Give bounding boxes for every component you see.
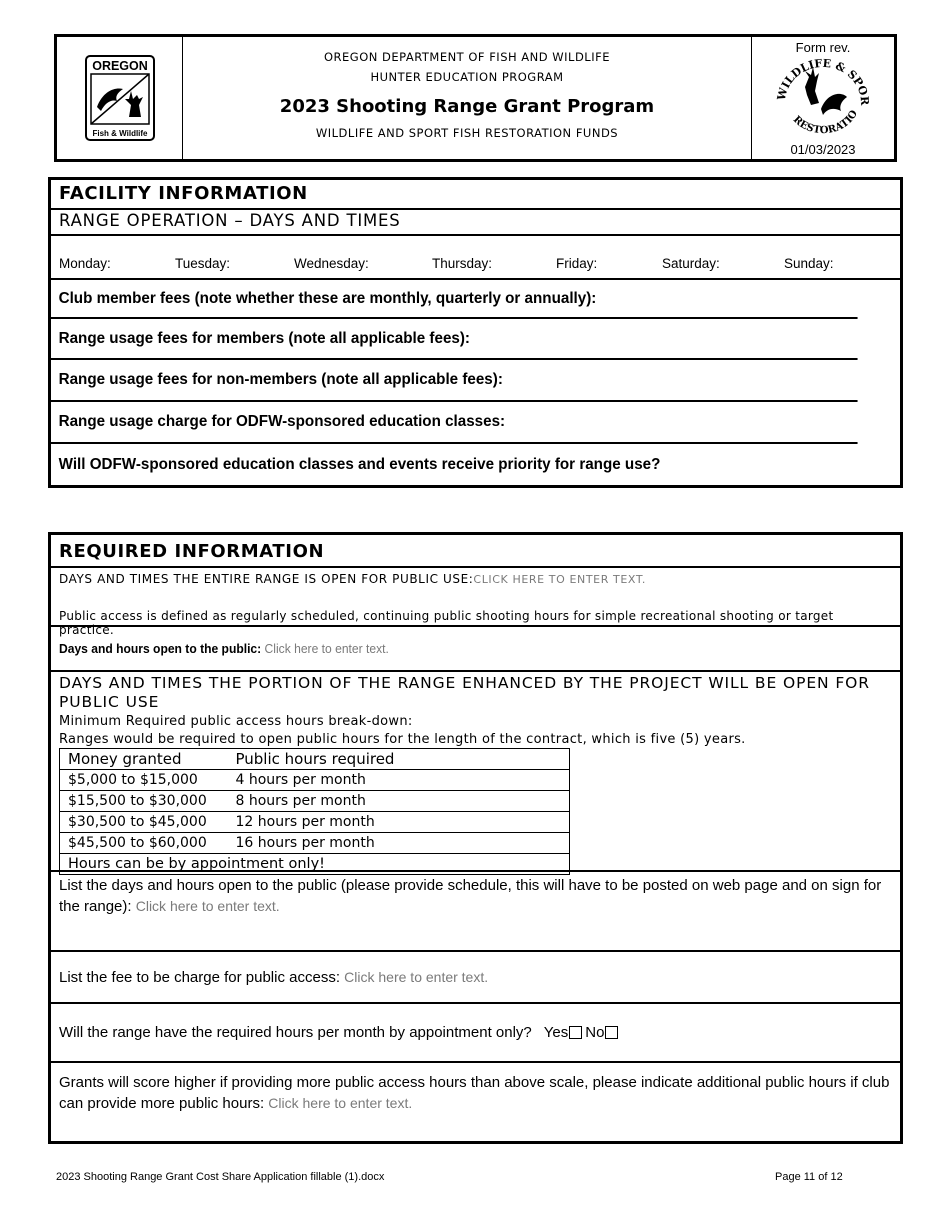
page-title: 2023 Shooting Range Grant Program [279, 96, 655, 117]
facility-section-title: FACILITY INFORMATION [51, 180, 900, 210]
appointment-question: Will the range have the required hours per month by appointment only? [59, 1024, 532, 1041]
funds-line: WILDLIFE AND SPORT FISH RESTORATION FUNDS [315, 126, 619, 140]
no-label: No [585, 1024, 605, 1041]
money-cell: $45,500 to $60,000 [60, 833, 228, 854]
form-rev-label: Form rev. [795, 40, 851, 55]
odfw-class-charge-field[interactable] [51, 402, 858, 444]
fish-seal-icon [821, 94, 847, 115]
money-cell: $15,500 to $30,000 [60, 791, 228, 812]
form-header [54, 34, 897, 162]
public-access-definition: Public access is defined as regularly scheduled, continuing public shooting hours for simple recreational shooting or target practice. [59, 609, 834, 637]
club-fees-field[interactable] [51, 280, 858, 319]
days-hours-input[interactable]: Click here to enter text. [264, 641, 389, 656]
no-checkbox[interactable] [605, 1026, 618, 1039]
buck-icon [805, 67, 819, 105]
nonmember-usage-label: Range usage fees for non-members (note all applicable fees): [58, 371, 503, 388]
days-hours-row [51, 627, 900, 672]
club-fees-label: Club member fees (note whether these are monthly, quarterly or annually): [58, 289, 597, 307]
yes-checkbox[interactable] [569, 1026, 582, 1039]
odfw-priority-field[interactable] [51, 444, 858, 485]
member-usage-fees-field[interactable] [51, 319, 858, 360]
required-information-section [48, 532, 903, 1144]
day-tuesday: Tuesday: [175, 256, 231, 271]
member-usage-label: Range usage fees for members (note all applicable fees): [58, 329, 470, 347]
hours-cell: 16 hours per month [228, 833, 570, 854]
required-section-title: REQUIRED INFORMATION [51, 535, 900, 568]
logo-bottom-text: Fish & Wildlife [91, 129, 148, 138]
range-operation-subtitle: RANGE OPERATION – DAYS AND TIMES [51, 210, 900, 236]
day-sunday: Sunday: [784, 256, 834, 271]
money-cell: $30,500 to $45,000 [60, 812, 228, 833]
footer-filename: 2023 Shooting Range Grant Cost Share Application fillable (1).docx [56, 1171, 385, 1183]
grants-row [51, 1063, 900, 1141]
grants-label: Grants will score higher if providing more public access hours than above scale, please indicate additional public hours if club can provide more public hours: [59, 1074, 890, 1112]
entire-range-input[interactable]: CLICK HERE TO ENTER TEXT. [473, 573, 646, 586]
agency-name: OREGON DEPARTMENT OF FISH AND WILDLIFE [324, 50, 610, 64]
money-granted-header: Money granted [60, 749, 228, 770]
fee-row [51, 952, 900, 1004]
table-row [60, 770, 570, 791]
hours-cell: 12 hours per month [228, 812, 570, 833]
yes-label: Yes [543, 1024, 569, 1041]
grants-input[interactable]: Click here to enter text. [268, 1095, 413, 1111]
enhanced-portion-row [51, 672, 900, 872]
nonmember-usage-fees-field[interactable] [51, 360, 858, 402]
odfw-charge-label: Range usage charge for ODFW-sponsored education classes: [58, 413, 506, 430]
appointment-note: Hours can be by appointment only! [60, 854, 570, 875]
seal-top-text: WILDLIFE & SPOR [775, 57, 871, 106]
fee-input[interactable]: Click here to enter text. [344, 969, 489, 985]
appointment-row [51, 1004, 900, 1063]
table-row [60, 833, 570, 854]
program-name: HUNTER EDUCATION PROGRAM [370, 70, 564, 84]
odfw-logo [57, 37, 183, 159]
money-cell: $5,000 to $15,000 [60, 770, 228, 791]
table-row [60, 812, 570, 833]
day-thursday: Thursday: [432, 256, 493, 271]
odfw-priority-label: Will ODFW-sponsored education classes and events receive priority for range use? [58, 455, 661, 473]
table-header-row [60, 749, 570, 770]
day-monday: Monday: [59, 256, 111, 271]
entire-range-row [51, 568, 900, 637]
list-days-input[interactable]: Click here to enter text. [135, 898, 280, 914]
day-saturday: Saturday: [662, 256, 720, 271]
entire-range-label: DAYS AND TIMES THE ENTIRE RANGE IS OPEN FOR PUBLIC USE: [59, 572, 474, 586]
hours-required-header: Public hours required [228, 749, 570, 770]
footer-page-number: Page 11 of 12 [775, 1171, 843, 1183]
table-row [60, 791, 570, 812]
list-days-row [51, 872, 900, 952]
public-hours-table [59, 748, 570, 875]
days-hours-label: Days and hours open to the public: [59, 641, 262, 656]
hours-cell: 8 hours per month [228, 791, 570, 812]
seal-bottom-text: RESTORATIO [790, 108, 861, 137]
logo-top-text: OREGON [91, 59, 148, 73]
facility-information-section [48, 177, 903, 488]
ranges-required-text: Ranges would be required to open public hours for the length of the contract, which is five (5) years. [59, 732, 746, 747]
days-row[interactable] [51, 236, 900, 280]
day-friday: Friday: [556, 256, 598, 271]
enhanced-heading: DAYS AND TIMES THE PORTION OF THE RANGE ENHANCED BY THE PROJECT WILL BE OPEN FOR PUBLIC USE [59, 674, 870, 711]
form-rev-date: 01/03/2023 [790, 142, 856, 157]
min-hours-text: Minimum Required public access hours break-down: [59, 714, 413, 729]
day-wednesday: Wednesday: [294, 256, 369, 271]
fee-label: List the fee to be charge for public access: [59, 968, 340, 986]
restoration-seal [775, 57, 871, 146]
list-days-label: List the days and hours open to the public (please provide schedule, this will have to be posted on web page and on sign for the range): [59, 877, 882, 915]
hours-cell: 4 hours per month [228, 770, 570, 791]
